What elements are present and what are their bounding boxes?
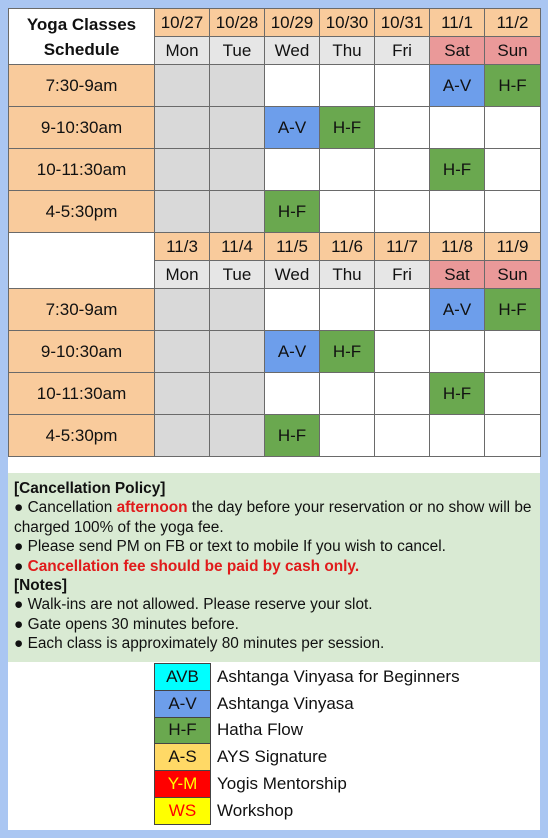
closed-cell	[210, 149, 265, 191]
weekday-cell: Sun	[485, 37, 541, 65]
date-cell: 11/4	[210, 233, 265, 261]
class-cell: H-F	[485, 65, 541, 107]
empty-cell	[265, 65, 320, 107]
empty-cell	[375, 107, 430, 149]
legend-row	[155, 744, 461, 771]
legend-row	[155, 664, 461, 691]
legend-code: A-S	[155, 744, 211, 771]
weekday-cell: Sun	[485, 261, 541, 289]
time-slot-label: 10-11:30am	[9, 373, 155, 415]
time-slot-row	[9, 289, 541, 331]
weekday-cell: Sat	[430, 261, 485, 289]
closed-cell	[155, 373, 210, 415]
date-cell: 11/7	[375, 233, 430, 261]
cancellation-policy-heading: [Cancellation Policy]	[14, 480, 166, 497]
empty-cell	[375, 415, 430, 457]
date-header-row	[9, 233, 541, 261]
class-cell: A-V	[430, 289, 485, 331]
time-slot-row	[9, 149, 541, 191]
empty-cell	[375, 331, 430, 373]
closed-cell	[210, 107, 265, 149]
closed-cell	[155, 191, 210, 233]
legend-row	[155, 717, 461, 744]
time-slot-label: 7:30-9am	[9, 289, 155, 331]
closed-cell	[210, 373, 265, 415]
time-slot-row	[9, 65, 541, 107]
empty-cell	[320, 289, 375, 331]
time-slot-row	[9, 373, 541, 415]
date-cell: 11/5	[265, 233, 320, 261]
time-slot-label: 4-5:30pm	[9, 415, 155, 457]
class-cell: A-V	[430, 65, 485, 107]
empty-cell	[485, 149, 541, 191]
date-cell: 11/8	[430, 233, 485, 261]
closed-cell	[210, 331, 265, 373]
legend-code: A-V	[155, 690, 211, 717]
time-slot-label: 10-11:30am	[9, 149, 155, 191]
date-cell: 10/29	[265, 9, 320, 37]
notes-heading: [Notes]	[14, 577, 68, 595]
empty-cell	[375, 289, 430, 331]
policy-notes-panel	[8, 473, 540, 662]
date-cell: 10/28	[210, 9, 265, 37]
closed-cell	[210, 415, 265, 457]
date-cell: 11/9	[485, 233, 541, 261]
legend-label: Ashtanga Vinyasa	[217, 693, 354, 713]
empty-cell	[375, 373, 430, 415]
date-cell: 10/31	[375, 9, 430, 37]
policy-item-cancel-contact: ● Please send PM on FB or text to mobile If you wish to cancel.	[14, 538, 446, 556]
title-line: Schedule	[43, 39, 120, 59]
empty-cell	[485, 373, 541, 415]
weekday-cell: Wed	[265, 261, 320, 289]
empty-cell	[320, 373, 375, 415]
note-item: ● Each class is approximately 80 minutes per session.	[14, 635, 385, 653]
closed-cell	[210, 289, 265, 331]
weekday-cell: Fri	[375, 37, 430, 65]
empty-cell	[485, 331, 541, 373]
empty-cell	[320, 415, 375, 457]
legend-row	[155, 797, 461, 824]
time-slot-label: 4-5:30pm	[9, 191, 155, 233]
note-item: ● Walk-ins are not allowed. Please reserve your slot.	[14, 596, 373, 614]
highlight-afternoon: afternoon	[116, 499, 188, 517]
class-cell: A-V	[265, 107, 320, 149]
closed-cell	[210, 65, 265, 107]
class-legend	[154, 663, 461, 825]
closed-cell	[155, 65, 210, 107]
weekday-cell: Sat	[430, 37, 485, 65]
date-cell: 11/1	[430, 9, 485, 37]
weekday-cell: Mon	[155, 37, 210, 65]
legend-label: Yogis Mentorship	[217, 774, 347, 794]
date-cell: 10/30	[320, 9, 375, 37]
note-item: ● Gate opens 30 minutes before.	[14, 615, 239, 633]
class-cell: H-F	[265, 191, 320, 233]
weekday-cell: Thu	[320, 261, 375, 289]
date-cell: 11/3	[155, 233, 210, 261]
date-cell: 11/2	[485, 9, 541, 37]
date-cell: 10/27	[155, 9, 210, 37]
legend-code: AVB	[155, 664, 211, 691]
empty-cell	[265, 149, 320, 191]
empty-cell	[375, 65, 430, 107]
policy-item-afternoon: ● Cancellation afternoon the day before your reservation or no show will be charged 100% of the yoga fee.	[14, 499, 532, 536]
class-cell: H-F	[320, 331, 375, 373]
weekday-cell: Thu	[320, 37, 375, 65]
class-cell: A-V	[265, 331, 320, 373]
legend-label: Workshop	[217, 800, 294, 820]
closed-cell	[155, 415, 210, 457]
empty-cell	[375, 149, 430, 191]
highlight-cash-only: Cancellation fee should be paid by cash only.	[27, 557, 360, 575]
weekday-cell: Wed	[265, 37, 320, 65]
legend-code: H-F	[155, 717, 211, 744]
empty-cell	[485, 415, 541, 457]
closed-cell	[155, 289, 210, 331]
time-slot-row	[9, 107, 541, 149]
legend-code: WS	[155, 797, 211, 824]
empty-cell	[265, 289, 320, 331]
date-cell: 11/6	[320, 233, 375, 261]
policy-item-cash-only: ● Cancellation fee should be paid by cash only.	[14, 557, 360, 575]
weekday-cell: Tue	[210, 37, 265, 65]
legend-label: AYS Signature	[217, 747, 328, 767]
empty-cell	[430, 415, 485, 457]
time-slot-row	[9, 415, 541, 457]
legend-label: Hatha Flow	[217, 720, 303, 740]
class-cell: H-F	[430, 149, 485, 191]
empty-cell	[430, 191, 485, 233]
empty-cell	[485, 107, 541, 149]
empty-cell	[430, 107, 485, 149]
legend-row	[155, 771, 461, 798]
schedule-title	[9, 9, 155, 65]
class-cell: H-F	[430, 373, 485, 415]
time-slot-label: 9-10:30am	[9, 331, 155, 373]
time-slot-row	[9, 191, 541, 233]
title-line: Yoga Classes	[26, 14, 137, 34]
closed-cell	[155, 107, 210, 149]
class-cell: H-F	[485, 289, 541, 331]
class-cell: H-F	[265, 415, 320, 457]
empty-cell	[320, 191, 375, 233]
weekday-cell: Mon	[155, 261, 210, 289]
closed-cell	[210, 191, 265, 233]
legend-row	[155, 690, 461, 717]
empty-cell	[320, 65, 375, 107]
weekday-cell: Fri	[375, 261, 430, 289]
schedule-table	[8, 8, 541, 457]
date-header-row	[9, 9, 541, 37]
empty-cell	[265, 373, 320, 415]
time-slot-label: 7:30-9am	[9, 65, 155, 107]
empty-cell	[320, 149, 375, 191]
closed-cell	[155, 331, 210, 373]
time-slot-row	[9, 331, 541, 373]
legend-code: Y-M	[155, 771, 211, 798]
header-spacer	[9, 233, 155, 289]
empty-cell	[485, 191, 541, 233]
empty-cell	[375, 191, 430, 233]
weekday-cell: Tue	[210, 261, 265, 289]
time-slot-label: 9-10:30am	[9, 107, 155, 149]
schedule-card	[8, 8, 540, 830]
closed-cell	[155, 149, 210, 191]
legend-label: Ashtanga Vinyasa for Beginners	[217, 666, 460, 686]
empty-cell	[430, 331, 485, 373]
class-cell: H-F	[320, 107, 375, 149]
